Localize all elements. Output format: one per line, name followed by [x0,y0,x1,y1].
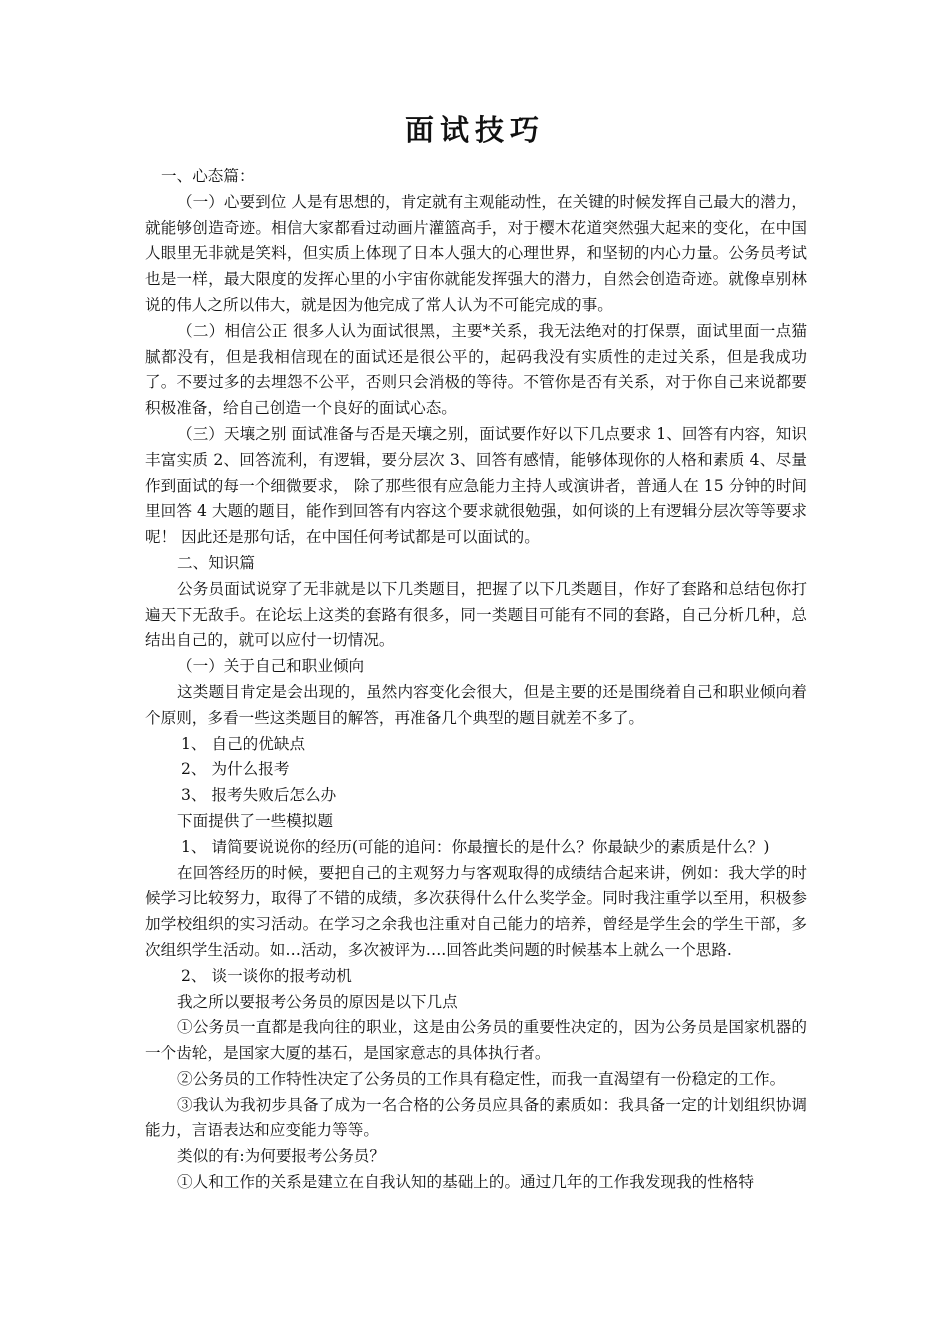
list-item: 1、 请简要说说你的经历(可能的追问：你最擅长的是什么？你最缺少的素质是什么？) [181,837,770,856]
paragraph: 在回答经历的时候，要把自己的主观努力与客观取得的成绩结合起来讲，例如：我大学的时候学习比较努力，取得了不错的成绩，多次获得什么什么奖学金。同时我注重学以至用，积极参加学校组织的实习活动。在学习之余我也注重对自己能力的培养，曾经是学生会的学生干部，多次组织学生活动。如…活动，多次被评为….回答此类问题的时候基本上就么一个思路. [145,863,807,959]
paragraph: （二）相信公正 很多人认为面试很黑，主要*关系，我无法绝对的打保票，面试里面一点猫腻都没有，但是我相信现在的面试还是很公平的，起码我没有实质性的走过关系，但是我成功了。不要过多的去埋怨不公平，否则只会消极的等待。不管你是否有关系，对于你自己来说都要积极准备，给自己创造一个良好的面试心态。 [145,321,807,418]
section-heading: 二、知识篇 [177,553,255,572]
subsection-heading: （一）关于自己和职业倾向 [177,657,365,676]
list-item: 3、 报考失败后怎么办 [181,786,337,805]
paragraph: 我之所以要报考公务员的原因是以下几点 [177,992,458,1011]
section-heading: 一、心态篇： [161,167,255,185]
paragraph: ②公务员的工作特性决定了公务员的工作具有稳定性，而我一直渴望有一份稳定的工作。 [177,1069,786,1088]
paragraph: （三）天壤之别 面试准备与否是天壤之别，面试要作好以下几点要求 1、回答有内容，知识丰富实质 2、回答流利，有逻辑，要分层次 3、回答有感情，能够体现你的人格和素质 4、尽量作到面试的每一个细微要求， 除了那些很有应急能力主持人或演讲者，普通人在 15 分钟的时间里回答 4 大题的题目，能作到回答有内容这个要求就很勉强，如何谈的上有逻辑分层次等等要求呢！ 因此还是那句话，在中国任何考试都是可以面试的。 [145,424,807,547]
paragraph: 公务员面试说穿了无非就是以下几类题目，把握了以下几类题目，作好了套路和总结包你打遍天下无敌手。在论坛上这类的套路有很多，同一类题目可能有不同的套路，自己分析几种，总结出自己的，就可以应付一切情况。 [145,579,807,650]
document-title: 面试技巧 [404,113,545,147]
paragraph: 下面提供了一些模拟题 [177,811,333,830]
list-item: 2、 谈一谈你的报考动机 [181,966,352,985]
list-item: 2、 为什么报考 [181,760,290,779]
paragraph: 这类题目肯定是会出现的，虽然内容变化会很大，但是主要的还是围绕着自己和职业倾向着个原则，多看一些这类题目的解答，再准备几个典型的题目就差不多了。 [145,682,807,727]
paragraph: ①人和工作的关系是建立在自我认知的基础上的。通过几年的工作我发现我的性格特 [177,1173,754,1192]
document-body [145,164,807,1196]
paragraph: ③我认为我初步具备了成为一名合格的公务员应具备的素质如：我具备一定的计划组织协调能力，言语表达和应变能力等等。 [145,1095,807,1140]
list-item: 1、 自己的优缺点 [181,734,306,753]
paragraph: （一）心要到位 人是有思想的，肯定就有主观能动性，在关键的时候发挥自己最大的潜力，就能够创造奇迹。相信大家都看过动画片灌篮高手，对于樱木花道突然强大起来的变化，在中国人眼里无非就是笑料，但实质上体现了日本人强大的心理世界，和坚韧的内心力量。公务员考试也是一样，最大限度的发挥心里的小宇宙你就能发挥强大的潜力，自然会创造奇迹。就像卓别林说的伟人之所以伟大，就是因为他完成了常人认为不可能完成的事。 [145,192,807,314]
paragraph: 类似的有:为何要报考公务员？ [177,1147,385,1166]
paragraph: ①公务员一直都是我向往的职业，这是由公务员的重要性决定的，因为公务员是国家机器的一个齿轮，是国家大厦的基石，是国家意志的具体执行者。 [145,1018,807,1063]
